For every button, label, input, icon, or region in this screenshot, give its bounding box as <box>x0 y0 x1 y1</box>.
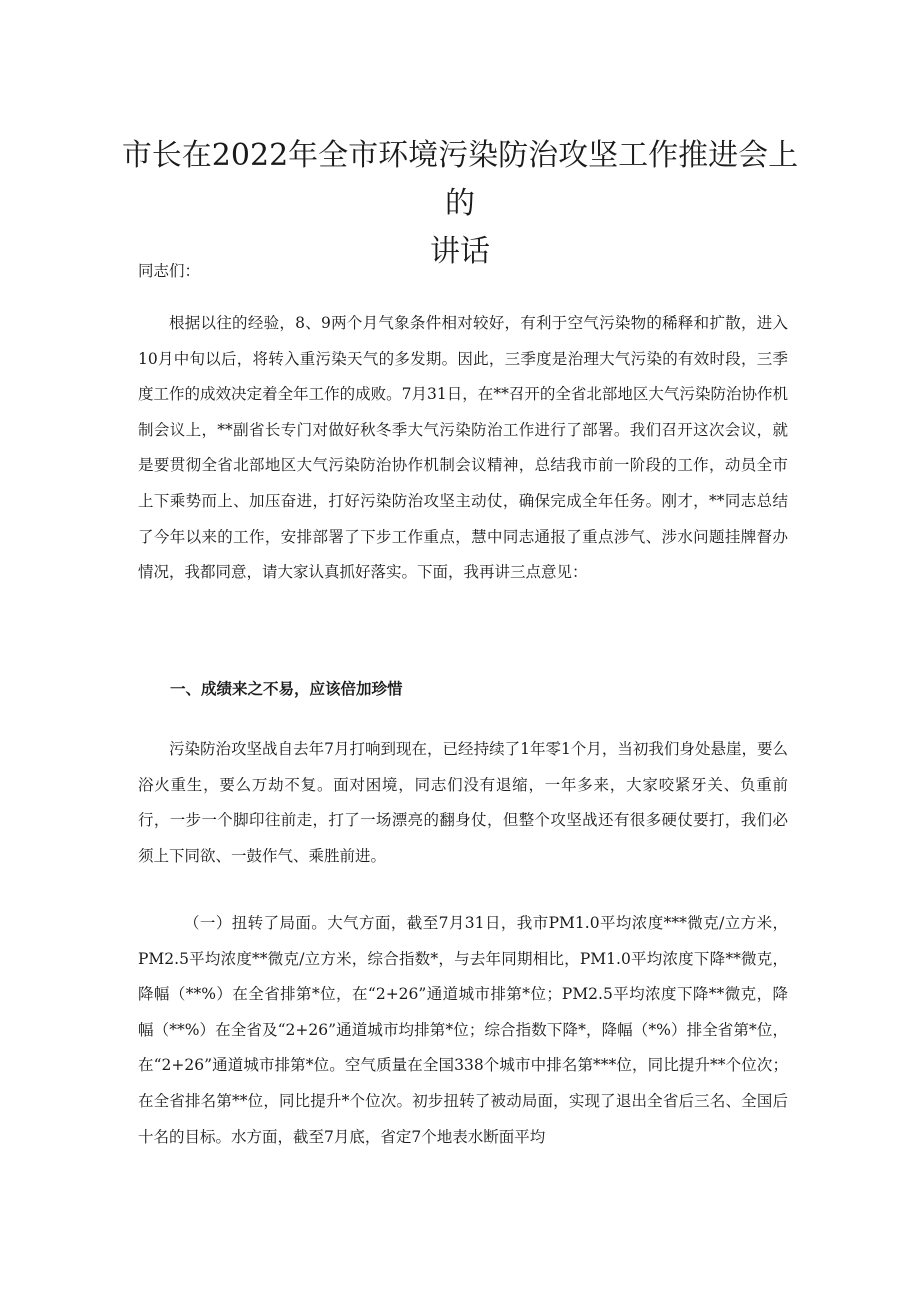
paragraph-intro: 根据以往的经验，8、9两个月气象条件相对较好，有利于空气污染物的稀释和扩散，进入10月中旬以后，将转入重污染天气的多发期。因此，三季度是治理大气污染的有效时段，三季度工作的成效决定着全年工作的成败。7月31日，在**召开的全省北部地区大气污染防治协作机制会议上，**副省长专门对做好秋冬季大气污染防治工作进行了部署。我们召开这次会议，就是要贯彻全省北部地区大气污染防治协作机制会议精神，总结我市前一阶段的工作，动员全市上下乘势而上、加压奋进，打好污染防治攻坚主动仗，确保完成全年任务。刚才，**同志总结了今年以来的工作，安排部署了下步工作重点，慧中同志通报了重点涉气、涉水问题挂牌督办情况，我都同意，请大家认真抓好落实。下面，我再讲三点意见： <box>138 314 788 582</box>
title-line-2: 讲话 <box>430 234 490 269</box>
paragraph-subsection-1: （一）扭转了局面。大气方面，截至7月31日，我市PM1.0平均浓度***微克/立方米，PM2.5平均浓度**微克/立方米，综合指数*，与去年同期相比，PM1.0平均浓度下降**微克，降幅（**%）在全省排第*位，在“2+26”通道城市排第*位；PM2.5平均浓度下降**微克，降幅（**%）在全省及“2+26”通道城市均排第*位；综合指数下降*，降幅（*%）排全省第*位，在“2+26”通道城市排第*位。空气质量在全国338个城市中排名第***位，同比提升**个位次；在全省排名第**位，同比提升*个位次。初步扭转了被动局面，实现了退出全省后三名、全国后十名的目标。水方面，截至7月底，省定7个地表水断面平均 <box>138 914 788 1146</box>
title-line-1: 市长在2022年全市环境污染防治攻坚工作推进会上的 <box>121 138 799 221</box>
section-heading-1: 一、成绩来之不易，应该倍加珍惜 <box>170 680 403 698</box>
document-title <box>120 132 800 276</box>
salutation: 同志们： <box>138 262 201 280</box>
paragraph-section-1: 污染防治攻坚战自去年7月打响到现在，已经持续了1年零1个月，当初我们身处悬崖，要么浴火重生，要么万劫不复。面对困境，同志们没有退缩，一年多来，大家咬紧牙关、负重前行，一步一个脚印往前走，打了一场漂亮的翻身仗，但整个攻坚战还有很多硬仗要打，我们必须上下同欲、一鼓作气、乘胜前进。 <box>138 740 788 865</box>
